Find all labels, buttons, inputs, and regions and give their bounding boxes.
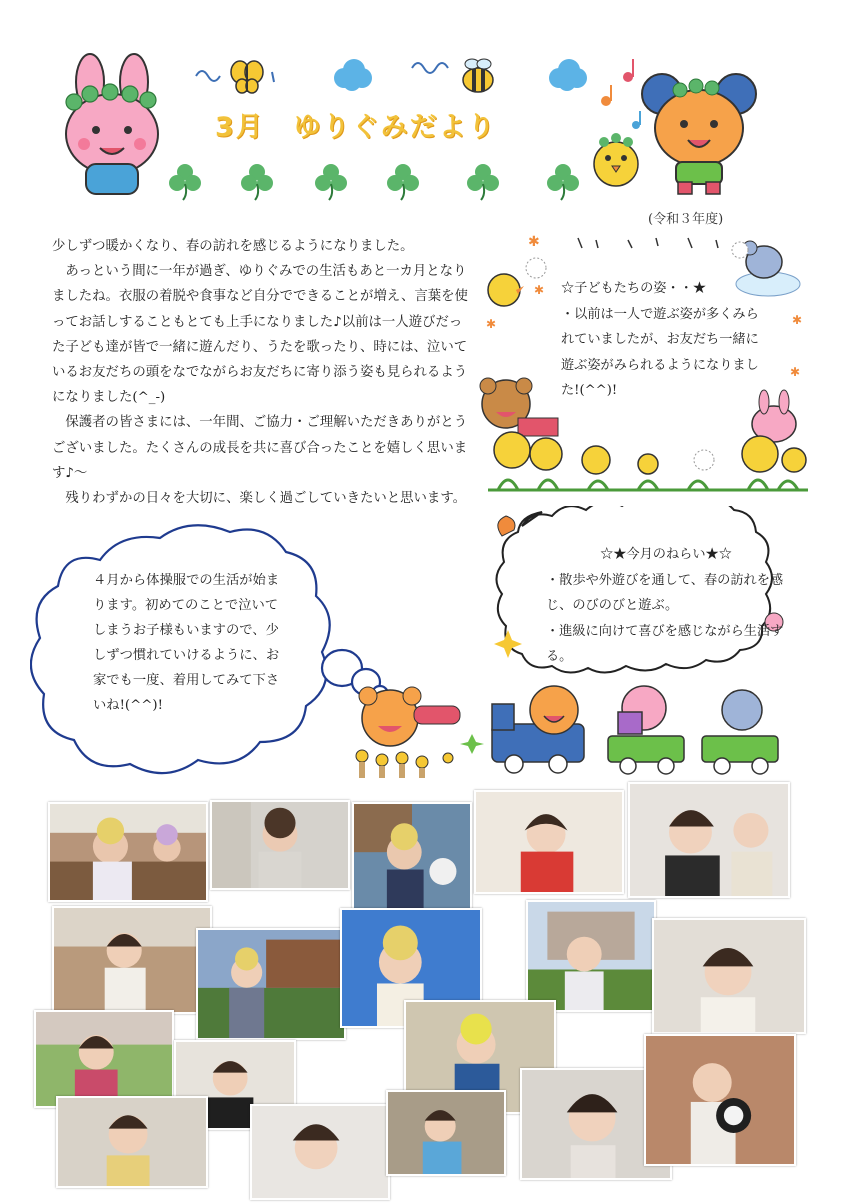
class-photo <box>210 800 350 890</box>
aim-box <box>546 542 786 670</box>
class-photo <box>56 1096 208 1188</box>
intro-text <box>52 234 472 511</box>
kids-box-heading: ☆子どもたちの姿・・★ <box>561 281 707 296</box>
chick-icon <box>586 128 646 192</box>
kids-box <box>561 276 761 404</box>
class-photo <box>526 900 656 1012</box>
mouse-icon <box>640 64 758 198</box>
class-photo <box>352 802 472 912</box>
rabbit-icon <box>52 52 172 200</box>
clover-icon <box>169 164 201 200</box>
fiscal-year: (令和３年度) <box>648 212 724 227</box>
clover-icon <box>467 164 499 200</box>
cloud-icon <box>330 58 374 92</box>
aim-item: ・進級に向けて喜びを感じながら生活する。 <box>546 623 784 664</box>
header <box>0 0 850 225</box>
clover-icon <box>547 164 579 200</box>
svg-text:✱: ✱ <box>486 317 497 331</box>
butterfly-icon <box>192 58 282 98</box>
cloud-note-text: ４月から体操服での生活が始まります。初めてのことで泣いてしまうお子様もいますので、少しずつ慣れていけるように、お家でも一度、着用してみて下さいね!(^^)! <box>93 573 280 713</box>
svg-text:✱: ✱ <box>792 313 803 327</box>
page-title: 3月 ゆりぐみだより <box>215 112 497 143</box>
clover-row <box>165 162 595 204</box>
class-photo <box>52 906 212 1014</box>
bear-icon <box>352 684 487 780</box>
cloud-icon <box>545 58 589 92</box>
aim-item: ・散歩や外遊びを通して、春の訪れを感じ、のびのびと遊ぶ。 <box>546 572 784 613</box>
class-photo <box>250 1104 390 1200</box>
intro-paragraph: あっという間に一年が過ぎ、ゆりぐみでの生活もあと一カ月となりましたね。衣服の着脱や食事など自分でできることが増え、言葉を使ってお話しすることもとても上手になりました♪以前は一人遊びだった子ども達が皆で一緒に遊んだり、うたを歌ったり、時には、泣いているお友だちの頭をなでながらお友だちに寄り添う姿も見られるようになりました(^_-) <box>52 264 468 406</box>
intro-paragraph: 保護者の皆さまには、一年間、ご協力・ご理解いただきありがとうございました。たくさんの成長を共に喜び合ったことを嬉しく思います♪～ <box>52 415 468 481</box>
svg-text:✱: ✱ <box>528 234 540 250</box>
intro-paragraph: 残りわずかの日々を大切に、楽しく過ごしていきたいと思います。 <box>52 491 467 507</box>
class-photo <box>48 802 208 902</box>
aim-box-heading: ☆★今月のねらい★☆ <box>600 547 732 562</box>
class-photo <box>628 782 790 898</box>
class-photo <box>386 1090 506 1176</box>
svg-text:✱: ✱ <box>534 283 545 297</box>
bee-icon <box>408 56 502 96</box>
bear-icon <box>480 378 558 436</box>
train-icon <box>488 684 798 776</box>
class-photo <box>644 1034 796 1166</box>
class-photo <box>474 790 624 894</box>
svg-text:✱: ✱ <box>790 365 801 379</box>
class-photo <box>196 928 346 1040</box>
clover-icon <box>241 164 273 200</box>
class-photo <box>652 918 806 1034</box>
chick-icon <box>488 258 546 306</box>
intro-paragraph: 少しずつ暖かくなり、春の訪れを感じるようになりました。 <box>52 239 414 254</box>
class-photo <box>34 1010 174 1108</box>
clover-icon <box>315 164 347 200</box>
clover-icon <box>387 164 419 200</box>
dandelion-icon <box>488 432 808 490</box>
kids-box-body: ・以前は一人で遊ぶ姿が多くみられていましたが、お友だち一緒に遊ぶ姿がみられるようになりました!(^^)! <box>561 306 759 398</box>
